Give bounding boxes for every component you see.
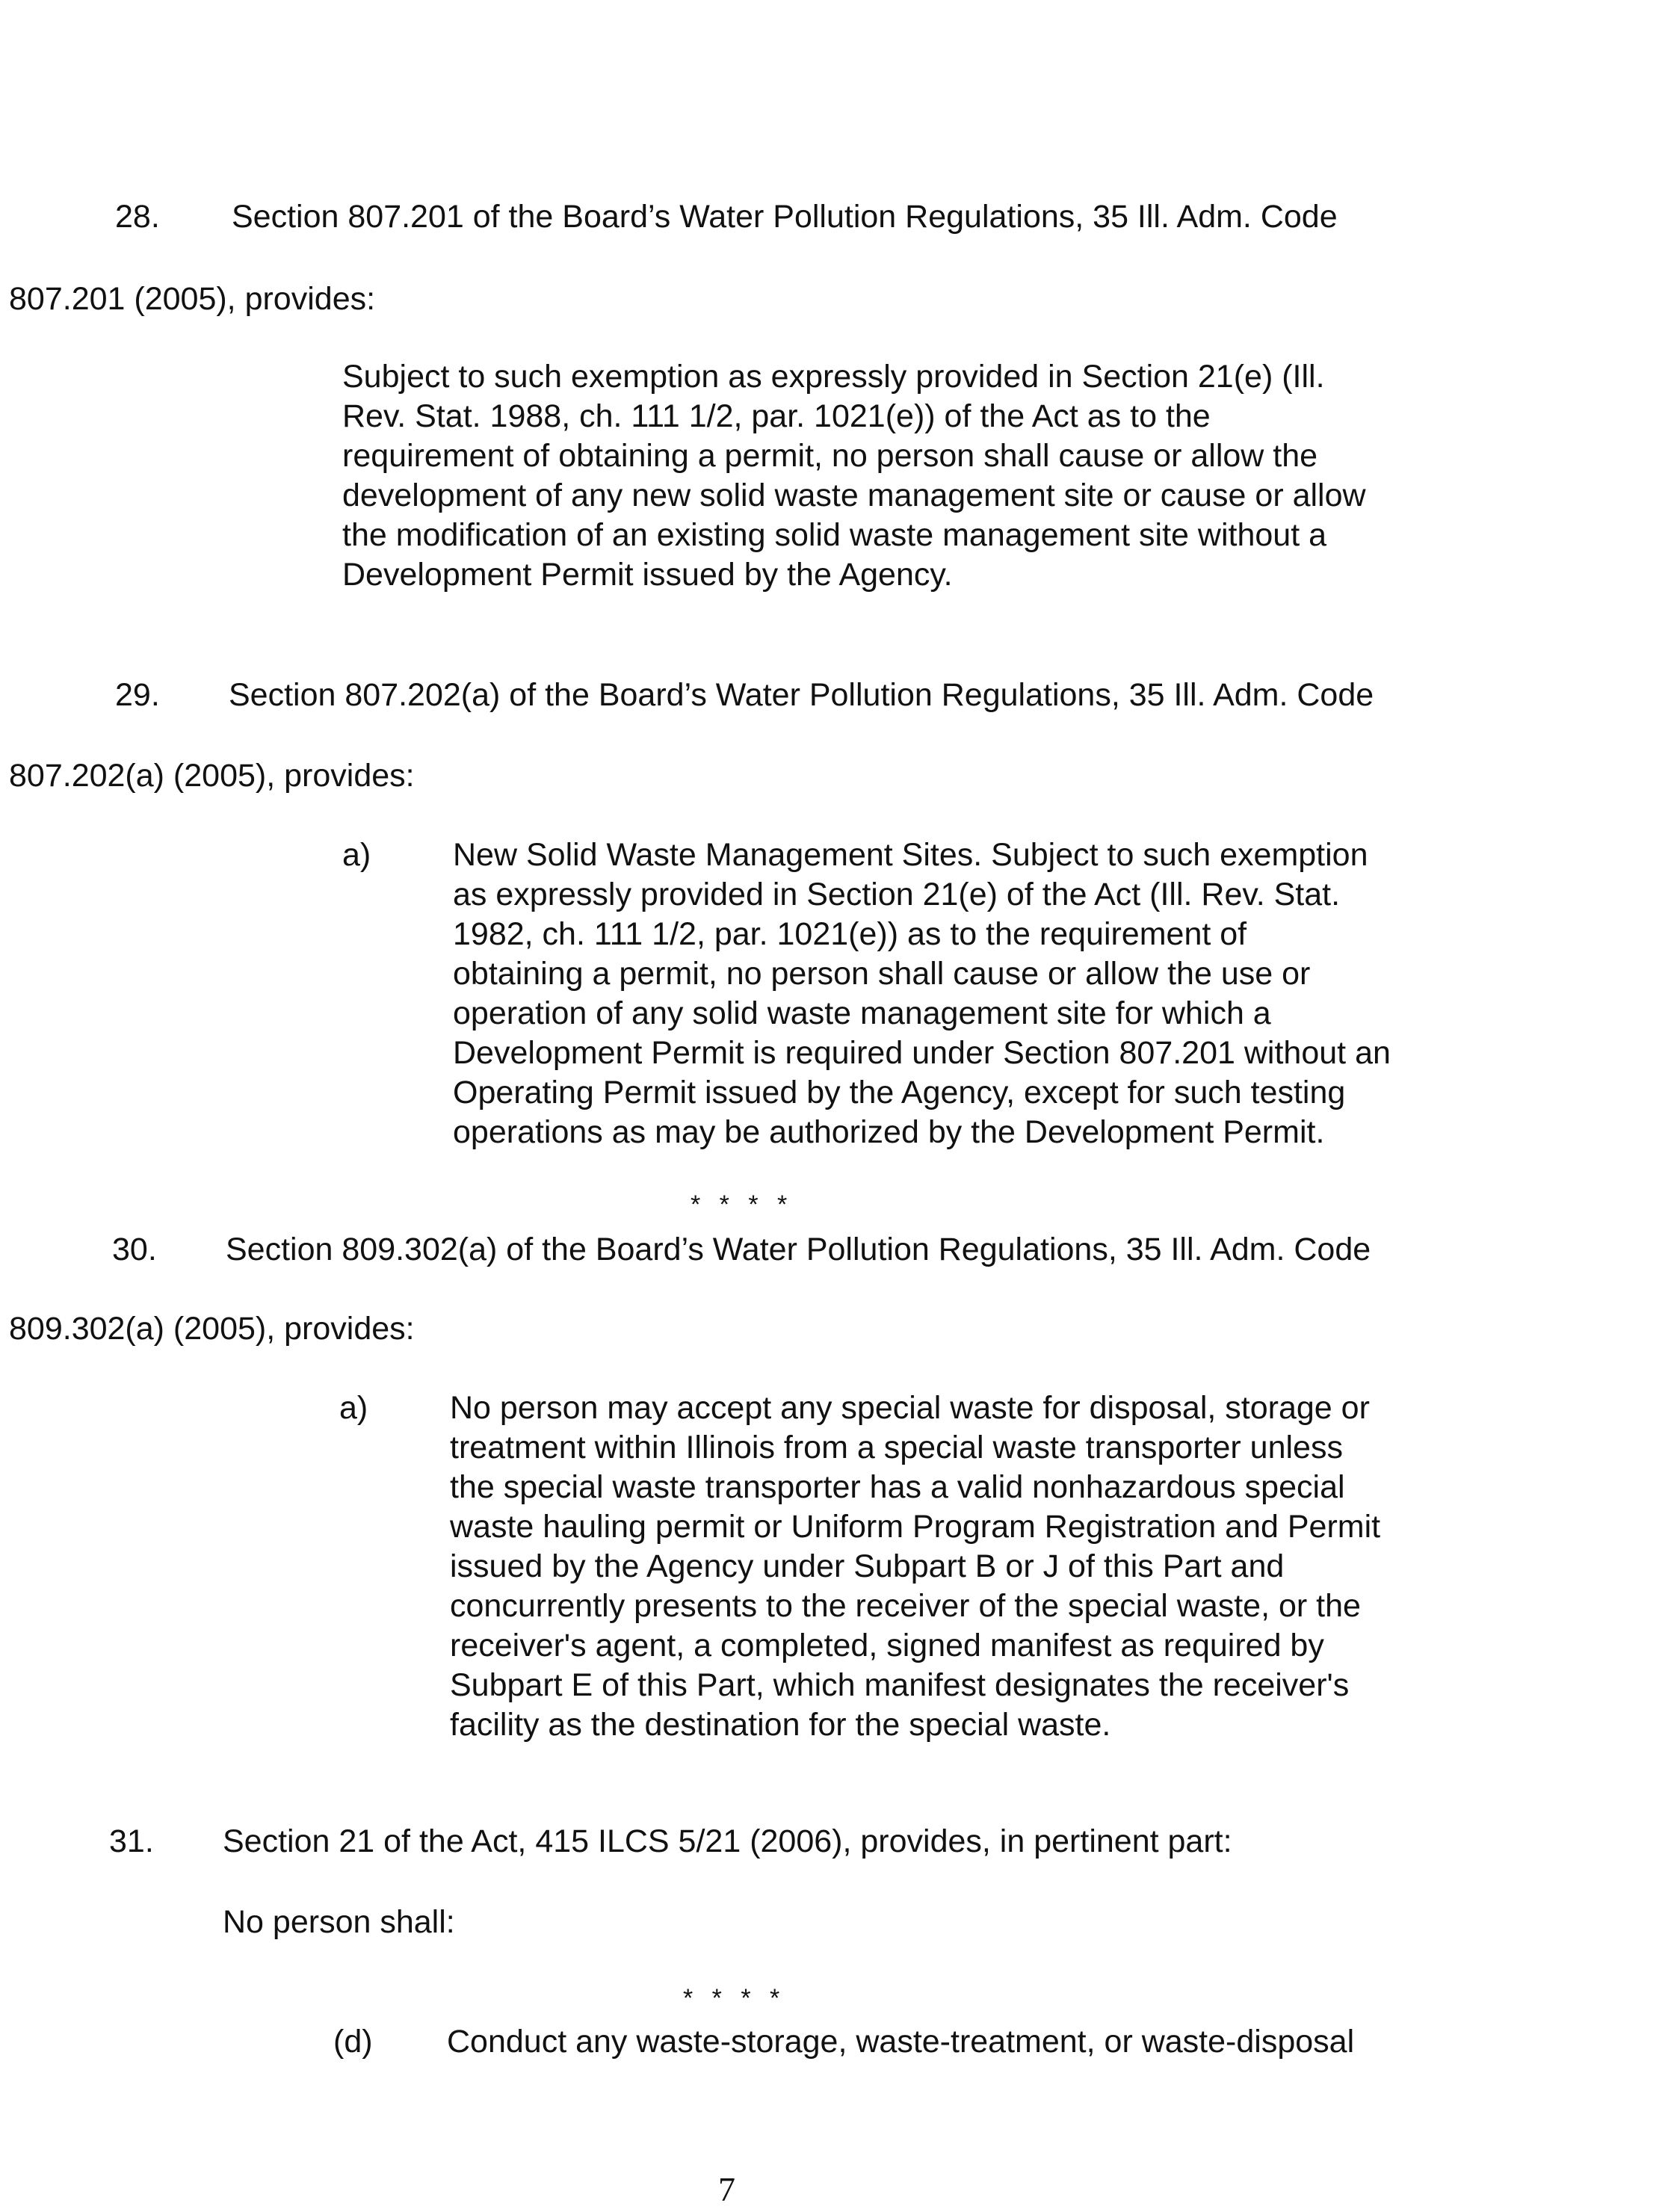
quote-line: obtaining a permit, no person shall cause or allow the use or [453, 956, 1311, 992]
paragraph-28-intro-continued: 807.201 (2005), provides: [9, 281, 376, 317]
quote-line: No person may accept any special waste for disposal, storage or [450, 1390, 1370, 1426]
quote-line: treatment within Illinois from a special waste transporter unless [450, 1430, 1343, 1465]
quote-line: issued by the Agency under Subpart B or J of this Part and [450, 1548, 1285, 1584]
quote-line: waste hauling permit or Uniform Program Registration and Permit [450, 1509, 1381, 1545]
paragraph-31-sub-intro: No person shall: [223, 1904, 455, 1940]
quote-line: 1982, ch. 111 1/2, par. 1021(e)) as to the requirement of [453, 916, 1247, 952]
quote-line: Development Permit is required under Section 807.201 without an [453, 1035, 1391, 1071]
quote-line: Rev. Stat. 1988, ch. 111 1/2, par. 1021(e)) of the Act as to the [342, 398, 1211, 434]
quote-line: operation of any solid waste management site for which a [453, 995, 1271, 1031]
paragraph-30-item-label: a) [339, 1390, 368, 1426]
paragraph-30-intro-continued: 809.302(a) (2005), provides: [9, 1311, 415, 1347]
paragraph-31-number: 31. [109, 1823, 154, 1859]
quote-line: Development Permit issued by the Agency. [342, 557, 953, 593]
quote-line: Operating Permit issued by the Agency, except for such testing [453, 1075, 1346, 1110]
quote-line: New Solid Waste Management Sites. Subject to such exemption [453, 837, 1368, 873]
quote-line: receiver's agent, a completed, signed manifest as required by [450, 1628, 1324, 1663]
paragraph-30-intro: Section 809.302(a) of the Board’s Water Pollution Regulations, 35 Ill. Adm. Code [226, 1232, 1371, 1267]
paragraph-28-intro: Section 807.201 of the Board’s Water Pollution Regulations, 35 Ill. Adm. Code [232, 199, 1338, 235]
paragraph-30-quote [450, 1388, 1380, 1745]
paragraph-31-intro: Section 21 of the Act, 415 ILCS 5/21 (2006), provides, in pertinent part: [223, 1823, 1232, 1859]
quote-line: facility as the destination for the special waste. [450, 1707, 1111, 1743]
quote-line: development of any new solid waste management site or cause or allow [342, 478, 1366, 513]
paragraph-28-number: 28. [115, 199, 160, 235]
section-separator: * * * * [683, 1984, 786, 2012]
paragraph-30-number: 30. [112, 1232, 157, 1267]
paragraph-29-intro-continued: 807.202(a) (2005), provides: [9, 758, 415, 794]
quote-line: concurrently presents to the receiver of the special waste, or the [450, 1588, 1361, 1624]
paragraph-29-item-label: a) [342, 837, 371, 873]
paragraph-29-number: 29. [115, 677, 160, 713]
quote-line: Subject to such exemption as expressly provided in Section 21(e) (Ill. [342, 359, 1325, 395]
paragraph-31-item-label: (d) [333, 2024, 373, 2060]
quote-line: requirement of obtaining a permit, no person shall cause or allow the [342, 438, 1318, 474]
quote-line: as expressly provided in Section 21(e) of the Act (Ill. Rev. Stat. [453, 877, 1341, 912]
quote-line: operations as may be authorized by the Development Permit. [453, 1114, 1325, 1150]
quote-line: the modification of an existing solid waste management site without a [342, 517, 1327, 553]
paragraph-31-item-text: Conduct any waste-storage, waste-treatment, or waste-disposal [447, 2024, 1355, 2060]
quote-line: the special waste transporter has a valid nonhazardous special [450, 1469, 1345, 1505]
paragraph-28-quote [342, 357, 1366, 595]
section-separator: * * * * [691, 1190, 794, 1219]
paragraph-29-quote [453, 835, 1391, 1152]
quote-line: Subpart E of this Part, which manifest designates the receiver's [450, 1667, 1350, 1703]
page-number: 7 [718, 2170, 735, 2208]
paragraph-29-intro: Section 807.202(a) of the Board’s Water Pollution Regulations, 35 Ill. Adm. Code [229, 677, 1374, 713]
